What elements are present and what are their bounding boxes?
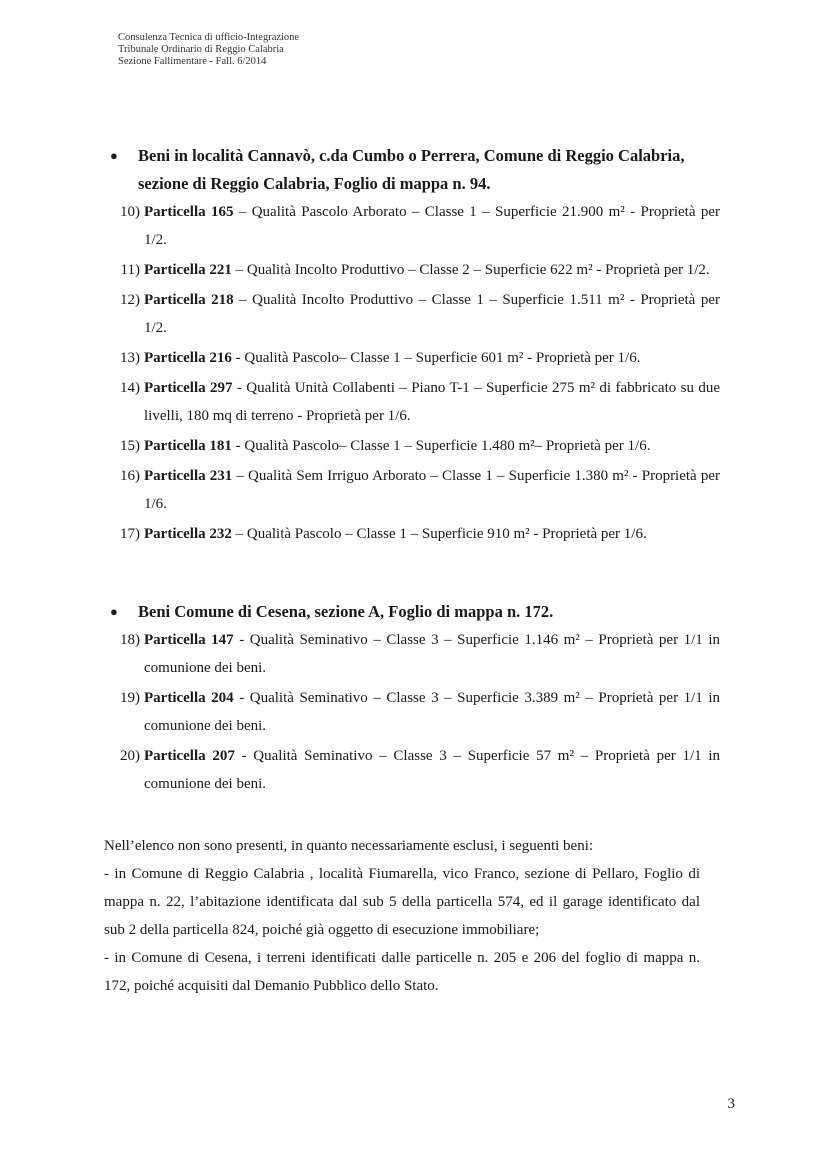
list-item bbox=[110, 374, 720, 430]
item-label: Particella 207 bbox=[144, 748, 235, 764]
bullet-icon: ● bbox=[110, 604, 118, 619]
item-number: 17) bbox=[120, 526, 140, 542]
section-cesena bbox=[110, 598, 720, 798]
page-number: 3 bbox=[727, 1096, 735, 1112]
item-number: 18) bbox=[120, 632, 140, 648]
list-item bbox=[110, 432, 720, 460]
item-text: - Qualità Seminativo – Classe 3 – Superficie 57 m² – Proprietà per 1/1 in comunione dei beni. bbox=[144, 748, 720, 792]
item-label: Particella 231 bbox=[144, 468, 233, 484]
item-text: - Qualità Seminativo – Classe 3 – Superficie 1.146 m² – Proprietà per 1/1 in comunione dei beni. bbox=[144, 632, 720, 676]
list-item bbox=[110, 742, 720, 798]
list-item bbox=[110, 198, 720, 254]
exclusion-note bbox=[104, 832, 700, 1000]
list-item bbox=[110, 520, 720, 548]
item-number: 16) bbox=[120, 468, 140, 484]
item-number: 20) bbox=[120, 748, 140, 764]
note-paragraph: - in Comune di Reggio Calabria , località Fiumarella, vico Franco, sezione di Pellaro, Foglio di mappa n. 22, l’abitazione identificata dal sub 5 della particella 574, ed il garage identificato dal sub 2 della particella 824, poiché già oggetto di esecuzione immobiliare; bbox=[104, 866, 700, 938]
note-paragraph: Nell’elenco non sono presenti, in quanto necessariamente esclusi, i seguenti beni: bbox=[104, 838, 594, 854]
header-line: Sezione Fallimentare - Fall. 6/2014 bbox=[118, 56, 267, 67]
item-label: Particella 165 bbox=[144, 204, 234, 220]
parcel-list bbox=[110, 198, 720, 548]
note-paragraph: - in Comune di Cesena, i terreni identificati dalle particelle n. 205 e 206 del foglio di mappa n. 172, poiché acquisiti dal Demanio Pubblico dello Stato. bbox=[104, 950, 700, 994]
item-label: Particella 221 bbox=[144, 262, 232, 278]
item-text: - Qualità Pascolo– Classe 1 – Superficie 1.480 m²– Proprietà per 1/6. bbox=[231, 438, 651, 454]
item-number: 10) bbox=[120, 204, 140, 220]
item-label: Particella 216 bbox=[144, 350, 232, 366]
header-line: Consulenza Tecnica di ufficio-Integrazione bbox=[118, 32, 300, 43]
item-number: 12) bbox=[120, 292, 140, 308]
section-cannavo bbox=[110, 142, 720, 548]
item-number: 14) bbox=[120, 380, 140, 396]
list-item bbox=[110, 344, 720, 372]
item-text: – Qualità Pascolo – Classe 1 – Superficie 910 m² - Proprietà per 1/6. bbox=[231, 526, 647, 542]
item-text: - Qualità Seminativo – Classe 3 – Superficie 3.389 m² – Proprietà per 1/1 in comunione dei beni. bbox=[144, 690, 720, 734]
list-item bbox=[110, 684, 720, 740]
item-label: Particella 181 bbox=[144, 438, 232, 454]
item-number: 11) bbox=[120, 262, 140, 278]
section-title-text: Beni Comune di Cesena, sezione A, Foglio di mappa n. 172. bbox=[138, 602, 554, 621]
header-line: Tribunale Ordinario di Reggio Calabria bbox=[118, 44, 284, 55]
item-text: – Qualità Incolto Produttivo – Classe 2 – Superficie 622 m² - Proprietà per 1/2. bbox=[231, 262, 710, 278]
section-title bbox=[110, 598, 720, 626]
parcel-list bbox=[110, 626, 720, 798]
item-text: – Qualità Sem Irriguo Arborato – Classe 1 – Superficie 1.380 m² - Proprietà per 1/6. bbox=[144, 468, 721, 512]
page-header bbox=[118, 32, 299, 68]
item-label: Particella 218 bbox=[144, 292, 234, 308]
item-label: Particella 232 bbox=[144, 526, 232, 542]
bullet-icon: ● bbox=[110, 148, 118, 163]
list-item bbox=[110, 462, 720, 518]
section-title-text: Beni in località Cannavò, c.da Cumbo o Perrera, Comune di Reggio Calabria, sezione di Reggio Calabria, Foglio di mappa n. 94. bbox=[138, 146, 685, 193]
item-text: - Qualità Pascolo– Classe 1 – Superficie 601 m² - Proprietà per 1/6. bbox=[231, 350, 641, 366]
item-number: 15) bbox=[120, 438, 140, 454]
list-item bbox=[110, 256, 720, 284]
list-item bbox=[110, 286, 720, 342]
item-text: – Qualità Incolto Produttivo – Classe 1 – Superficie 1.511 m² - Proprietà per 1/2. bbox=[144, 292, 720, 336]
item-text: – Qualità Pascolo Arborato – Classe 1 – Superficie 21.900 m² - Proprietà per 1/2. bbox=[144, 204, 720, 248]
item-number: 19) bbox=[120, 690, 140, 706]
section-title bbox=[110, 142, 720, 198]
item-label: Particella 297 bbox=[144, 380, 233, 396]
list-item bbox=[110, 626, 720, 682]
item-label: Particella 147 bbox=[144, 632, 234, 648]
item-number: 13) bbox=[120, 350, 140, 366]
item-text: - Qualità Unità Collabenti – Piano T-1 – Superficie 275 m² di fabbricato su due livelli, 180 mq di terreno - Proprietà per 1/6. bbox=[144, 380, 721, 424]
item-label: Particella 204 bbox=[144, 690, 234, 706]
